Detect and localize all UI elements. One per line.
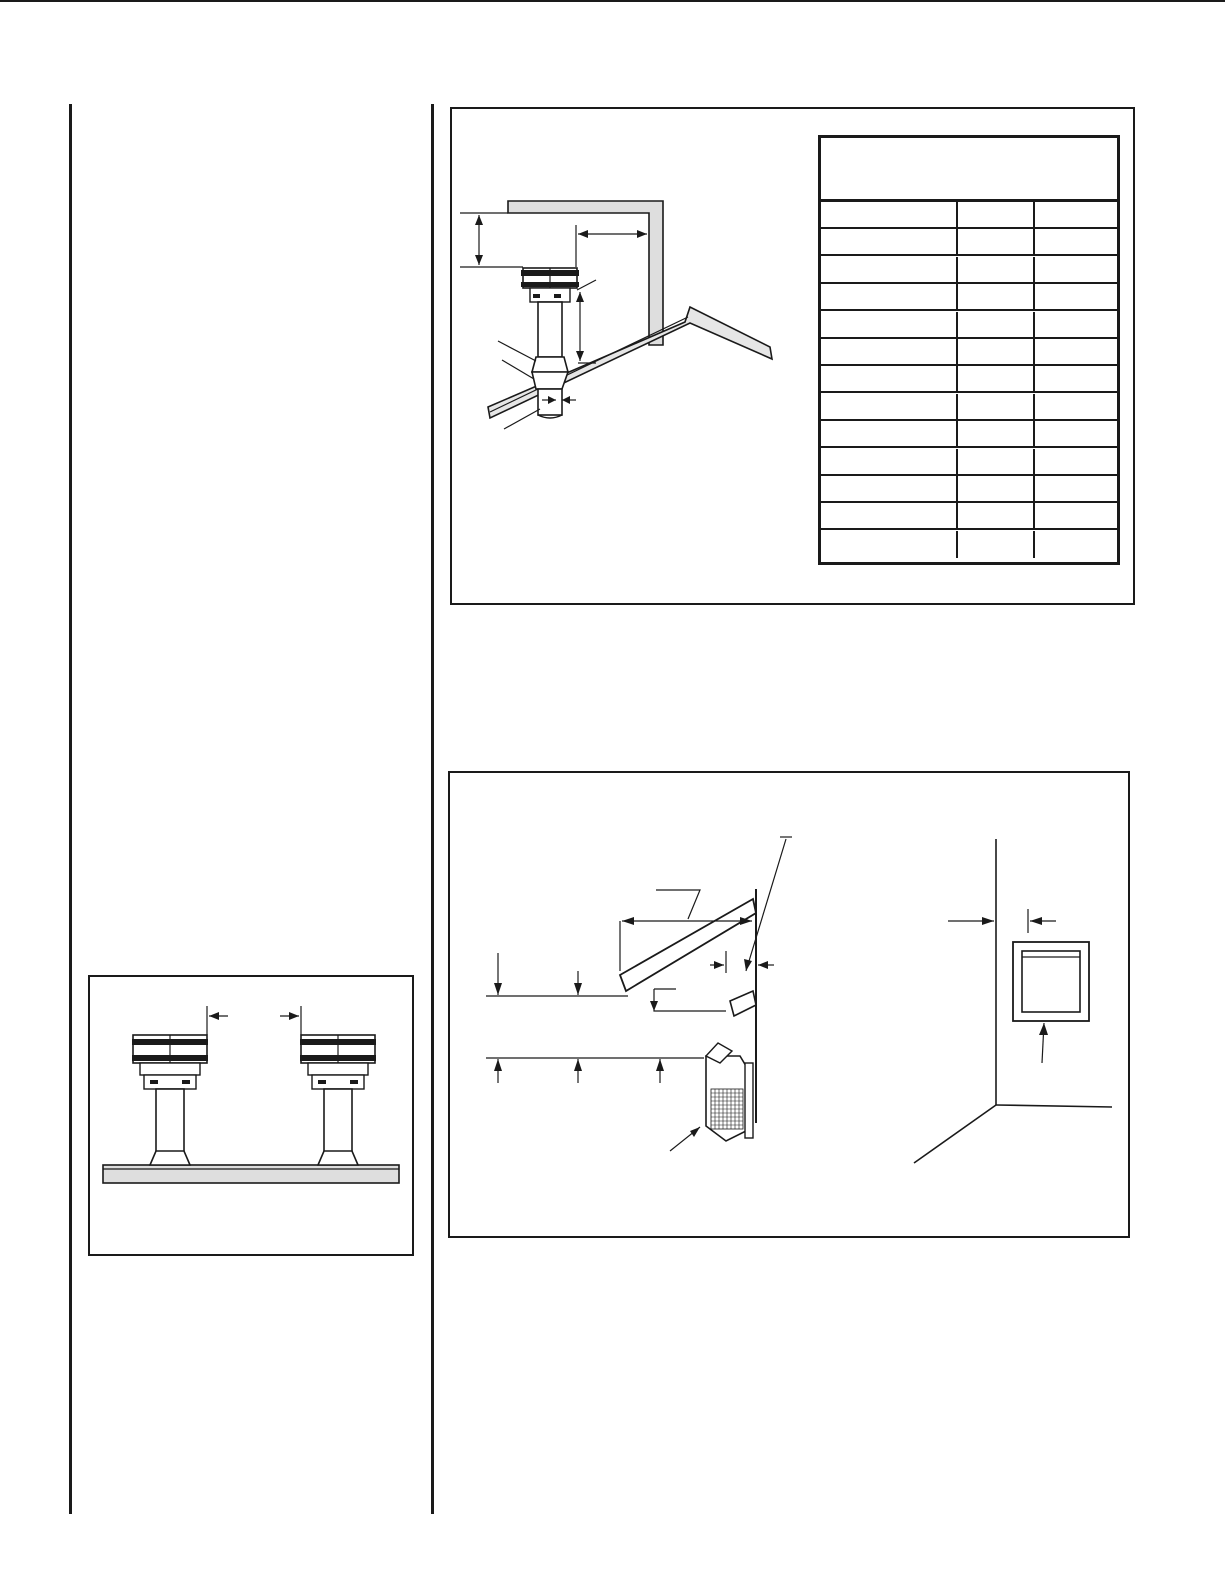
table-row	[821, 503, 1117, 530]
table-cell	[821, 366, 958, 391]
table-cell	[1035, 312, 1117, 337]
table-row	[821, 531, 1117, 558]
table-header-cell	[1035, 202, 1117, 227]
table-cell	[1035, 394, 1117, 419]
table-row	[821, 284, 1117, 311]
table-header-row	[821, 202, 1117, 229]
table-cell	[958, 229, 1035, 254]
table-cell	[1035, 421, 1117, 446]
table-cell	[958, 284, 1035, 309]
table-cell	[958, 503, 1035, 528]
table-row	[821, 449, 1117, 476]
table-cell	[821, 449, 958, 474]
table-cell	[958, 449, 1035, 474]
top-rule	[0, 0, 1225, 2]
table-cell	[821, 421, 958, 446]
table-cell	[1035, 531, 1117, 558]
table-cell	[821, 284, 958, 309]
table-header-cell	[821, 202, 958, 227]
table-row	[821, 312, 1117, 339]
roof-termination-diagram	[450, 107, 790, 447]
table-cell	[958, 257, 1035, 282]
table-cell	[958, 421, 1035, 446]
roof-line	[103, 1165, 399, 1183]
storm-collar	[532, 357, 568, 372]
table-cell	[958, 366, 1035, 391]
roof-pitch-table	[818, 135, 1120, 565]
table-row	[821, 229, 1117, 256]
soffit-overhang	[620, 899, 756, 991]
left-margin-rule	[69, 104, 72, 1514]
table-cell	[1035, 257, 1117, 282]
vent-cap-left	[132, 1035, 208, 1165]
table-cell	[821, 476, 958, 501]
table-row	[821, 339, 1117, 366]
table-cell	[1035, 449, 1117, 474]
table-cell	[821, 229, 958, 254]
table-cell	[958, 339, 1035, 364]
table-row	[821, 366, 1117, 393]
table-cell	[821, 394, 958, 419]
table-cell	[1035, 284, 1117, 309]
table-cell	[821, 312, 958, 337]
vent-pipe	[538, 302, 562, 357]
table-row	[821, 257, 1117, 284]
table-header-cell	[958, 202, 1035, 227]
table-cell	[958, 531, 1035, 558]
table-cell	[821, 257, 958, 282]
table-cell	[821, 503, 958, 528]
table-cell	[821, 531, 958, 558]
table-cell	[1035, 366, 1117, 391]
terminal-clearances-diagram	[448, 771, 1130, 1238]
table-cell	[958, 476, 1035, 501]
table-row	[821, 476, 1117, 503]
vent-cap-right	[300, 1035, 376, 1165]
table-cell	[821, 339, 958, 364]
table-cell	[1035, 339, 1117, 364]
table-cell	[1035, 503, 1117, 528]
table-cell	[1035, 476, 1117, 501]
table-cell	[1035, 229, 1117, 254]
roof-flashing	[532, 372, 568, 389]
table-cell	[958, 394, 1035, 419]
vent-terminal	[706, 1043, 753, 1141]
roof-deck	[488, 307, 772, 418]
table-cell	[958, 312, 1035, 337]
column-divider-rule	[431, 104, 434, 1514]
multiple-terminations-diagram	[88, 975, 414, 1256]
table-title	[821, 138, 1117, 202]
table-row	[821, 394, 1117, 421]
table-row	[821, 421, 1117, 448]
